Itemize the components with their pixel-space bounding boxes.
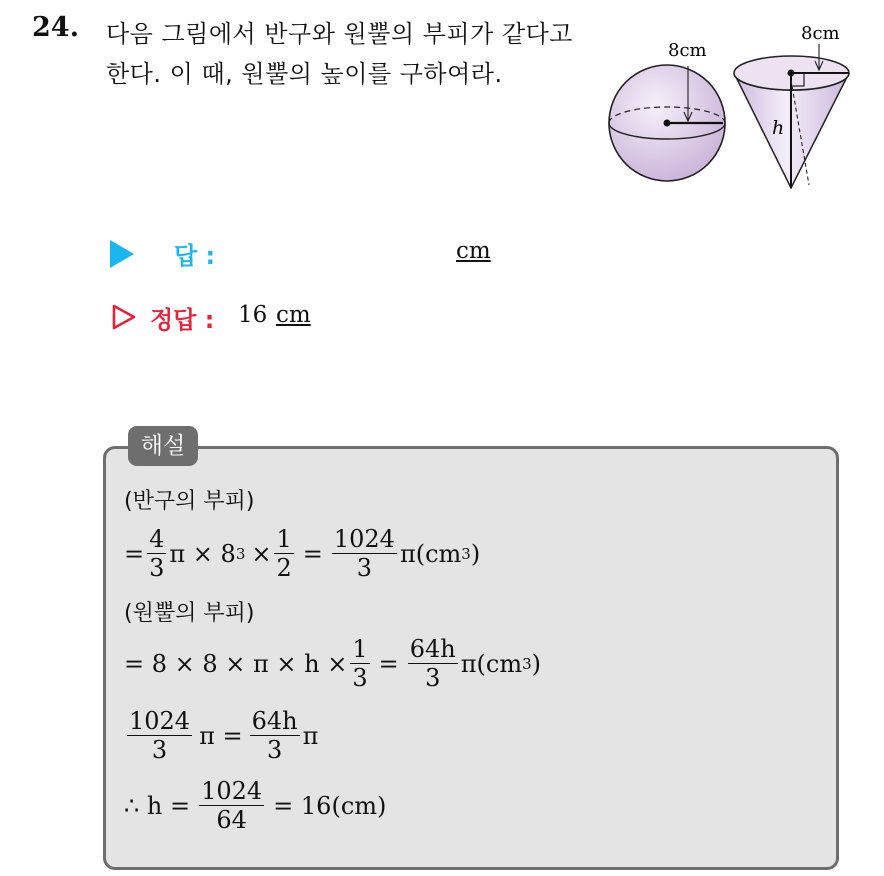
fraction-denominator: 3 — [151, 736, 168, 765]
fraction-numerator: 64h — [409, 635, 456, 663]
fraction-64h-3 — [250, 708, 300, 764]
explanation-line-1 — [124, 484, 254, 515]
exponent: 3 — [522, 654, 532, 673]
fraction-1024-3 — [332, 526, 397, 582]
explanation-line-6 — [124, 778, 386, 834]
answer-row — [110, 236, 530, 276]
fraction-numerator: 1024 — [333, 525, 395, 553]
fraction-numerator: 1 — [276, 525, 292, 553]
fraction-1024-3 — [127, 708, 192, 764]
fraction-denominator: 3 — [149, 554, 165, 583]
sphere-radius-label: 8cm — [668, 40, 707, 61]
answer-label: 답 : — [174, 242, 216, 270]
answer-unit: cm — [456, 238, 491, 264]
fraction-numerator: 64h — [251, 707, 298, 735]
fraction-denominator: 64 — [216, 806, 247, 835]
solution-label: 정답 : — [150, 306, 215, 334]
eq-sign: = — [378, 649, 399, 678]
cone-shape — [734, 44, 849, 188]
eq-sign: = — [124, 539, 145, 568]
cone-volume-heading: (원뿔의 부피) — [124, 601, 255, 626]
play-triangle-icon — [110, 240, 134, 268]
close-paren: ) — [531, 649, 542, 678]
times-sign: × — [251, 539, 272, 568]
outline-triangle-icon — [112, 304, 136, 330]
fraction-denominator: 3 — [356, 554, 373, 583]
exponent: 3 — [235, 544, 246, 563]
pi-times-8: π × 8 — [169, 539, 236, 568]
hemisphere-volume-heading: (반구의 부피) — [124, 489, 255, 514]
explanation-tab: 해설 — [128, 426, 198, 466]
explanation-line-2 — [124, 526, 480, 582]
eq-sign: = — [302, 539, 323, 568]
cone-height-label: h — [772, 117, 785, 139]
solution-value: 16 — [238, 302, 268, 328]
exponent: 3 — [461, 544, 471, 563]
cone-radius-label: 8cm — [801, 23, 840, 44]
fraction-denominator: 2 — [276, 554, 292, 583]
solution-row — [110, 300, 530, 340]
therefore-h-equals: ∴ h = — [124, 791, 191, 820]
fraction-4-3 — [147, 526, 166, 582]
fraction-1024-64 — [199, 778, 264, 834]
pi-symbol: π — [302, 721, 319, 750]
sphere-shape — [609, 65, 725, 181]
pi-equals: π = — [199, 721, 243, 750]
explanation-line-4 — [124, 636, 541, 692]
question-number: 24. — [32, 12, 79, 43]
fraction-denominator: 3 — [425, 664, 441, 693]
close-paren: ) — [470, 539, 481, 568]
cone-volume-expression: = 8 × 8 × π × h × — [124, 649, 348, 678]
fraction-1-2 — [274, 526, 293, 582]
fraction-numerator: 1024 — [201, 777, 263, 805]
question-text-line-1: 다음 그림에서 반구와 원뿔의 부피가 같다고 — [106, 20, 573, 48]
sphere-cone-figure — [600, 20, 862, 196]
solution-unit: cm — [276, 302, 311, 328]
explanation-line-5 — [124, 708, 318, 764]
pi-unit: π(cm — [460, 649, 523, 678]
final-result: = 16(cm) — [273, 791, 387, 820]
question-text-line-2: 한다. 이 때, 원뿔의 높이를 구하여라. — [106, 60, 503, 88]
fraction-numerator: 1024 — [129, 707, 191, 735]
fraction-denominator: 3 — [352, 664, 368, 693]
fraction-numerator: 1 — [352, 635, 368, 663]
fraction-denominator: 3 — [266, 736, 283, 765]
fraction-numerator: 4 — [149, 525, 165, 553]
pi-unit: π(cm — [399, 539, 462, 568]
fraction-1-3 — [350, 636, 369, 692]
explanation-line-3 — [124, 596, 254, 627]
fraction-64h-3 — [408, 636, 458, 692]
